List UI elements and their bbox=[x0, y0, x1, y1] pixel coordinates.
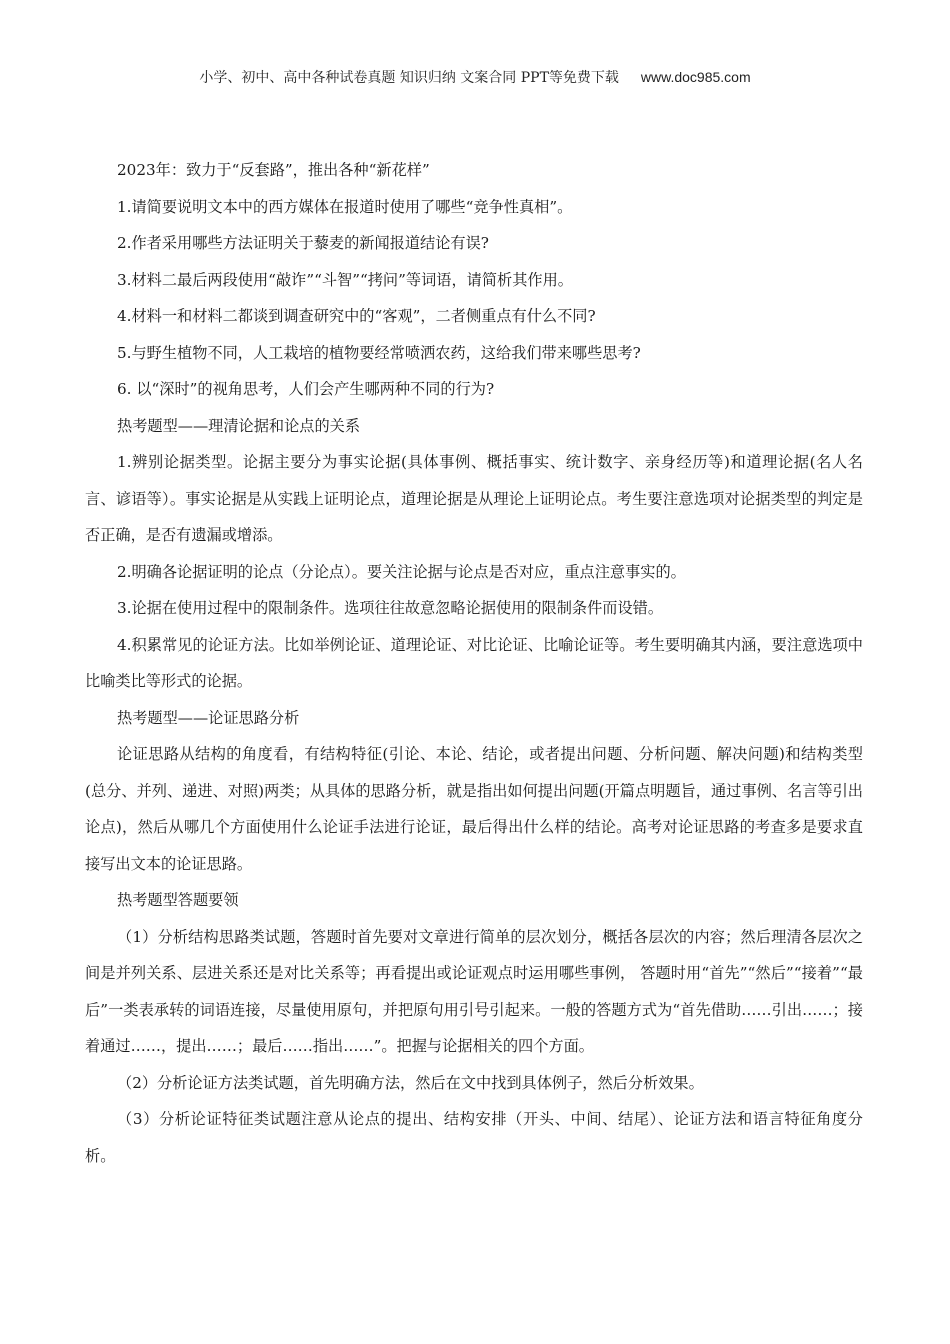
answer-tip-2: （2）分析论证方法类试题，首先明确方法，然后在文中找到具体例子，然后分析效果。 bbox=[117, 1073, 704, 1092]
evidence-point-4: 4.积累常见的论证方法。比如举例论证、道理论证、对比论证、比喻论证等。考生要明确其内涵，要注意选项中比喻类比等形式的论据。 bbox=[85, 635, 863, 690]
document-body bbox=[85, 152, 863, 1174]
section-heading-answer-tips: 热考题型答题要领 bbox=[117, 891, 239, 909]
reasoning-paragraph: 论证思路从结构的角度看，有结构特征(引论、本论、结论，或者提出问题、分析问题、解决问题)和结构类型(总分、并列、递进、对照)两类；从具体的思路分析，就是指出如何提出问题(开篇点明题旨，通过事例、名言等引出论点)，然后从哪几个方面使用什么论证手法进行论证，最后得出什么样的结论。高考对论证思路的考查多是要求直接写出文本的论证思路。 bbox=[85, 745, 863, 873]
header-site-link[interactable]: www.doc985.com bbox=[640, 69, 751, 85]
section-heading-reasoning: 热考题型——论证思路分析 bbox=[117, 708, 300, 727]
section-heading-evidence: 热考题型——理清论据和论点的关系 bbox=[117, 416, 360, 435]
question-5: 5.与野生植物不同，人工栽培的植物要经常喷洒农药，这给我们带来哪些思考? bbox=[117, 343, 641, 362]
header-tagline: 小学、初中、高中各种试卷真题 知识归纳 文案合同 PPT等免费下载 bbox=[199, 70, 619, 86]
question-3: 3.材料二最后两段使用“敲诈”“斗智”“拷问”等词语，请简析其作用。 bbox=[117, 270, 573, 289]
answer-tip-1: （1）分析结构思路类试题，答题时首先要对文章进行简单的层次划分，概括各层次的内容；然后理清各层次之间是并列关系、层进关系还是对比关系等；再看提出或论证观点时运用哪些事例， 答题时用“首先”“然后”“接着”“最后”一类表承转的词语连接，尽量使用原句，并把原句用引号引起来。一般的答题方式为“首先借助……引出……；接着通过……，提出……；最后……指出……”。把握与论据相关的四个方面。 bbox=[85, 927, 863, 1055]
page-header bbox=[0, 67, 950, 87]
evidence-point-1: 1.辨别论据类型。论据主要分为事实论据(具体事例、概括事实、统计数字、亲身经历等)和道理论据(名人名言、谚语等）。事实论据是从实践上证明论点，道理论据是从理论上证明论点。考生要注意选项对论据类型的判定是否正确，是否有遗漏或增添。 bbox=[85, 453, 863, 544]
answer-tip-3: （3）分析论证特征类试题注意从论点的提出、结构安排（开头、中间、结尾）、论证方法和语言特征角度分析。 bbox=[85, 1110, 863, 1165]
question-2: 2.作者采用哪些方法证明关于藜麦的新闻报道结论有误? bbox=[117, 234, 489, 252]
question-6: 6. 以“深时”的视角思考，人们会产生哪两种不同的行为? bbox=[117, 380, 495, 398]
section-title-2023: 2023年：致力于“反套路”，推出各种“新花样” bbox=[117, 161, 430, 179]
question-4: 4.材料一和材料二都谈到调查研究中的“客观”，二者侧重点有什么不同? bbox=[117, 307, 596, 325]
evidence-point-2: 2.明确各论据证明的论点（分论点）。要关注论据与论点是否对应，重点注意事实的。 bbox=[117, 562, 686, 581]
question-1: 1.请简要说明文本中的西方媒体在报道时使用了哪些“竞争性真相”。 bbox=[117, 197, 573, 216]
evidence-point-3: 3.论据在使用过程中的限制条件。选项往往故意忽略论据使用的限制条件而设错。 bbox=[117, 599, 664, 617]
